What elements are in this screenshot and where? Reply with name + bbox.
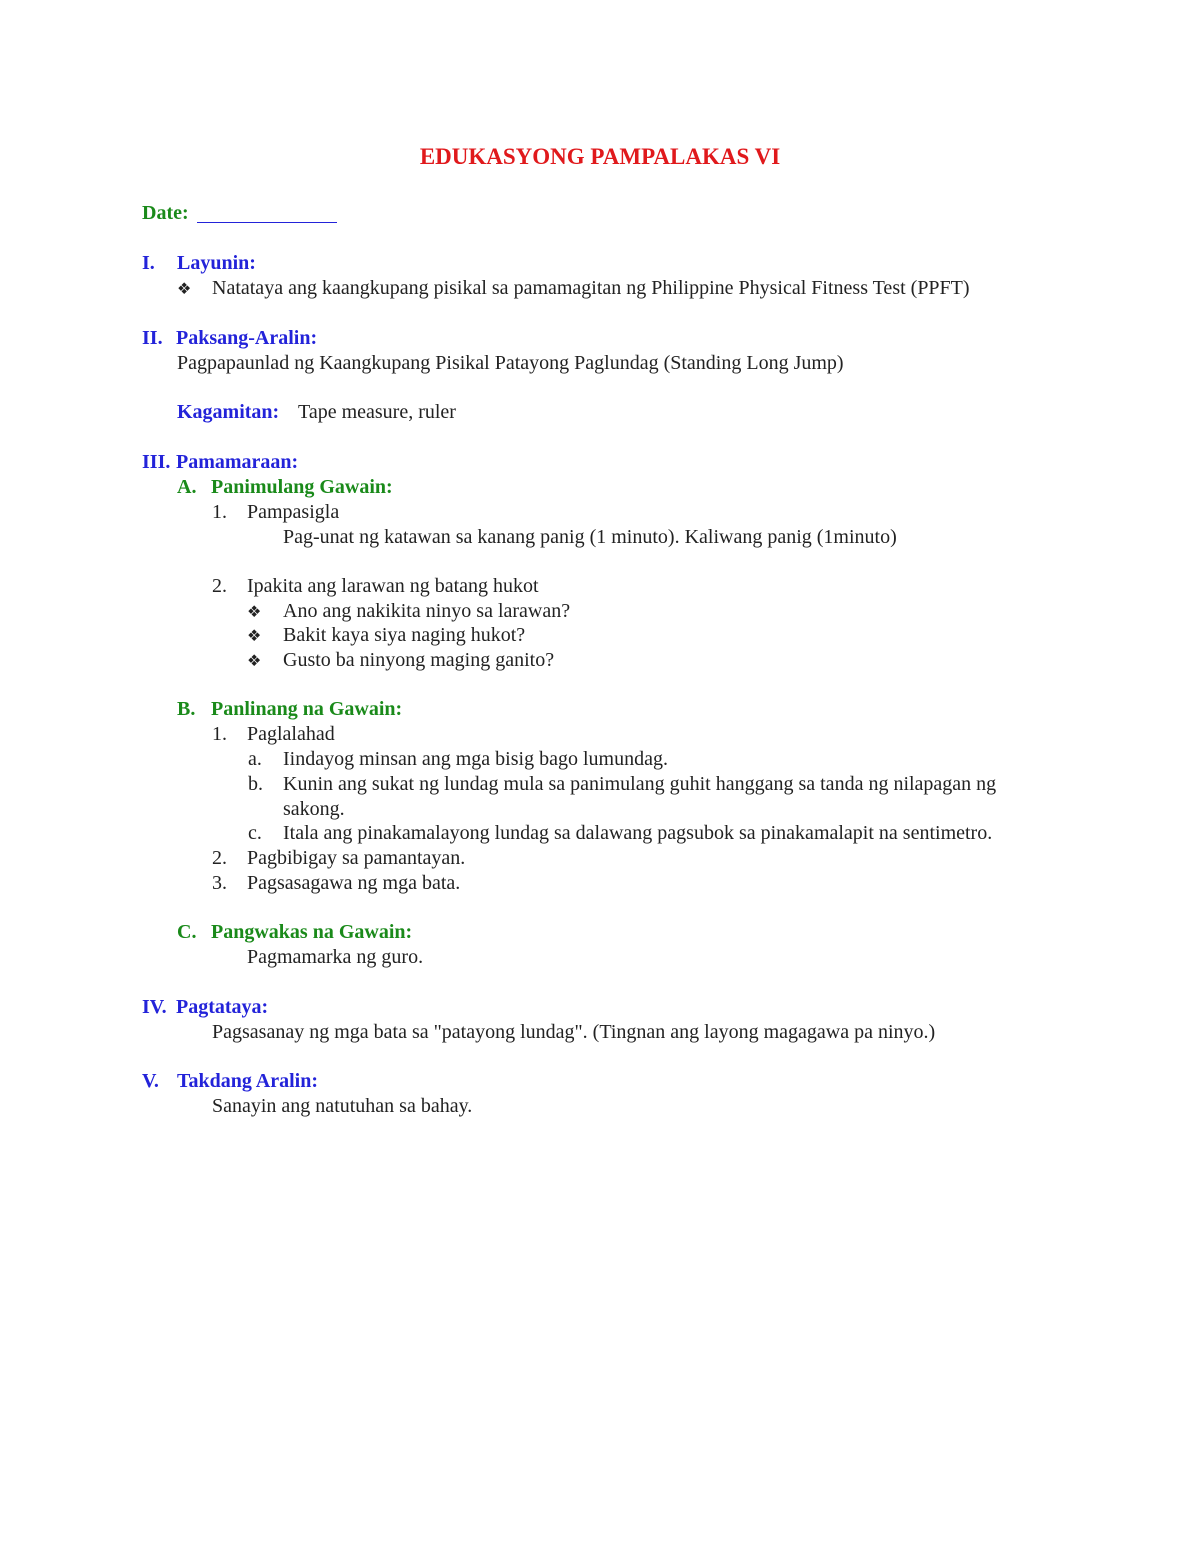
a-item2-number: 2. [212, 575, 227, 597]
b-sub-text: Iindayog minsan ang mga bisig bago lumundag. [283, 748, 668, 770]
b-sub-text-continued: sakong. [283, 798, 345, 820]
a-item1-detail: Pag-unat ng katawan sa kanang panig (1 minuto). Kaliwang panig (1minuto) [283, 526, 897, 548]
objective-text: Natataya ang kaangkupang pisikal sa pamamagitan ng Philippine Physical Fitness Test (PPFT) [212, 277, 970, 299]
section-4-number: IV. [142, 996, 167, 1018]
b-sub-letter: a. [248, 748, 262, 770]
a-item1-number: 1. [212, 501, 227, 523]
b-item3-text: Pagsasagawa ng mga bata. [247, 872, 461, 894]
a-item2-text: Ipakita ang larawan ng batang hukot [247, 575, 539, 597]
b-sub-letter: c. [248, 822, 262, 844]
date-label: Date: [142, 202, 189, 224]
subsection-c-letter: C. [177, 921, 197, 943]
a-item1-text: Pampasigla [247, 501, 340, 523]
section-4-heading: Pagtataya: [176, 996, 269, 1018]
date-blank [197, 222, 337, 223]
a-item2-bullet: Ano ang nakikita ninyo sa larawan? [283, 600, 571, 622]
section-2-heading: Paksang-Aralin: [176, 327, 318, 349]
section-3-heading: Pamamaraan: [176, 451, 299, 473]
b-sub-letter: b. [248, 773, 263, 795]
subsection-a-heading: Panimulang Gawain: [211, 476, 393, 498]
diamond-bullet-icon: ❖ [247, 651, 262, 670]
section-2-number: II. [142, 327, 163, 349]
b-item3-number: 3. [212, 872, 227, 894]
b-item1-number: 1. [212, 723, 227, 745]
diamond-bullet-icon: ❖ [247, 626, 262, 645]
diamond-bullet-icon: ❖ [177, 279, 192, 298]
subsection-b-heading: Panlinang na Gawain: [211, 698, 403, 720]
materials-label: Kagamitan: [177, 401, 280, 423]
subsection-a-letter: A. [177, 476, 197, 498]
diamond-bullet-icon: ❖ [247, 602, 262, 621]
section-5-heading: Takdang Aralin: [177, 1070, 318, 1092]
page-title: EDUKASYONG PAMPALAKAS VI [419, 144, 781, 169]
subject-text: Pagpapaunlad ng Kaangkupang Pisikal Patayong Paglundag (Standing Long Jump) [177, 352, 844, 374]
a-item2-bullet: Bakit kaya siya naging hukot? [283, 624, 526, 646]
c-text: Pagmamarka ng guro. [247, 946, 424, 968]
assignment-text: Sanayin ang natutuhan sa bahay. [212, 1095, 473, 1117]
b-sub-text: Itala ang pinakamalayong lundag sa dalawang pagsubok sa pinakamalapit na sentimetro. [283, 822, 993, 844]
subsection-c-heading: Pangwakas na Gawain: [211, 921, 413, 943]
section-5-number: V. [142, 1070, 159, 1092]
section-3-number: III. [142, 451, 171, 473]
section-1-heading: Layunin: [177, 252, 256, 274]
b-item1-text: Paglalahad [247, 723, 335, 745]
b-item2-text: Pagbibigay sa pamantayan. [247, 847, 466, 869]
subsection-b-letter: B. [177, 698, 196, 720]
b-item2-number: 2. [212, 847, 227, 869]
b-sub-text: Kunin ang sukat ng lundag mula sa panimulang guhit hanggang sa tanda ng nilapagan ng [283, 773, 997, 795]
evaluation-text: Pagsasanay ng mga bata sa "patayong lundag". (Tingnan ang layong magagawa pa ninyo.) [212, 1021, 936, 1043]
a-item2-bullet: Gusto ba ninyong maging ganito? [283, 649, 555, 671]
section-1-number: I. [142, 252, 155, 274]
materials-value: Tape measure, ruler [298, 401, 456, 423]
